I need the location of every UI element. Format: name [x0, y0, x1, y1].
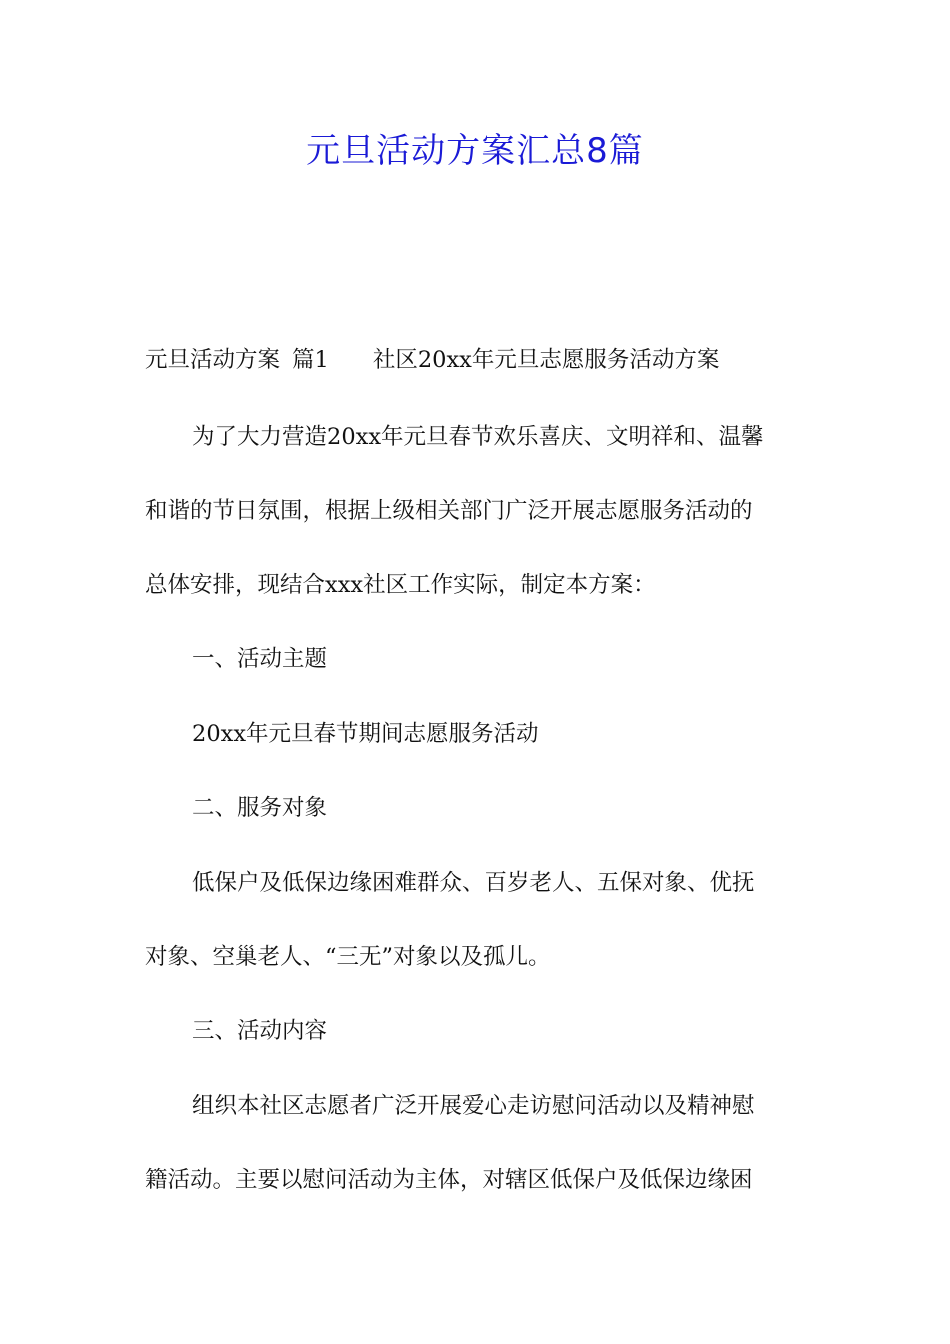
section1-text: 20xx年元旦春节期间志愿服务活动 [192, 721, 539, 747]
section1-title: 一、活动主题 [192, 646, 328, 672]
intro-line-1: 为了大力营造20xx年元旦春节欢乐喜庆、文明祥和、温馨 [192, 424, 764, 450]
heading-subtitle: 社区20xx年元旦志愿服务活动方案 [372, 347, 720, 373]
intro-line-2: 和谐的节日氛围，根据上级相关部门广泛开展志愿服务活动的 [145, 498, 753, 524]
section3-line-1: 组织本社区志愿者广泛开展爱心走访慰问活动以及精神慰 [192, 1093, 755, 1119]
section2-line-1: 低保户及低保边缘困难群众、百岁老人、五保对象、优抚 [192, 870, 755, 896]
plan-heading [145, 344, 815, 376]
section2-title: 二、服务对象 [192, 795, 328, 821]
heading-number: 篇1 [292, 347, 329, 373]
intro-line-3: 总体安排，现结合xxx社区工作实际，制定本方案： [145, 572, 656, 598]
section3-title: 三、活动内容 [192, 1018, 328, 1044]
section2-line-2: 对象、空巢老人、“三无”对象以及孤儿。 [145, 944, 551, 970]
heading-section: 元旦活动方案 [145, 347, 281, 373]
document-title: 元旦活动方案汇总8篇 [306, 131, 644, 171]
section3-line-2: 籍活动。主要以慰问活动为主体，对辖区低保户及低保边缘困 [145, 1167, 753, 1193]
